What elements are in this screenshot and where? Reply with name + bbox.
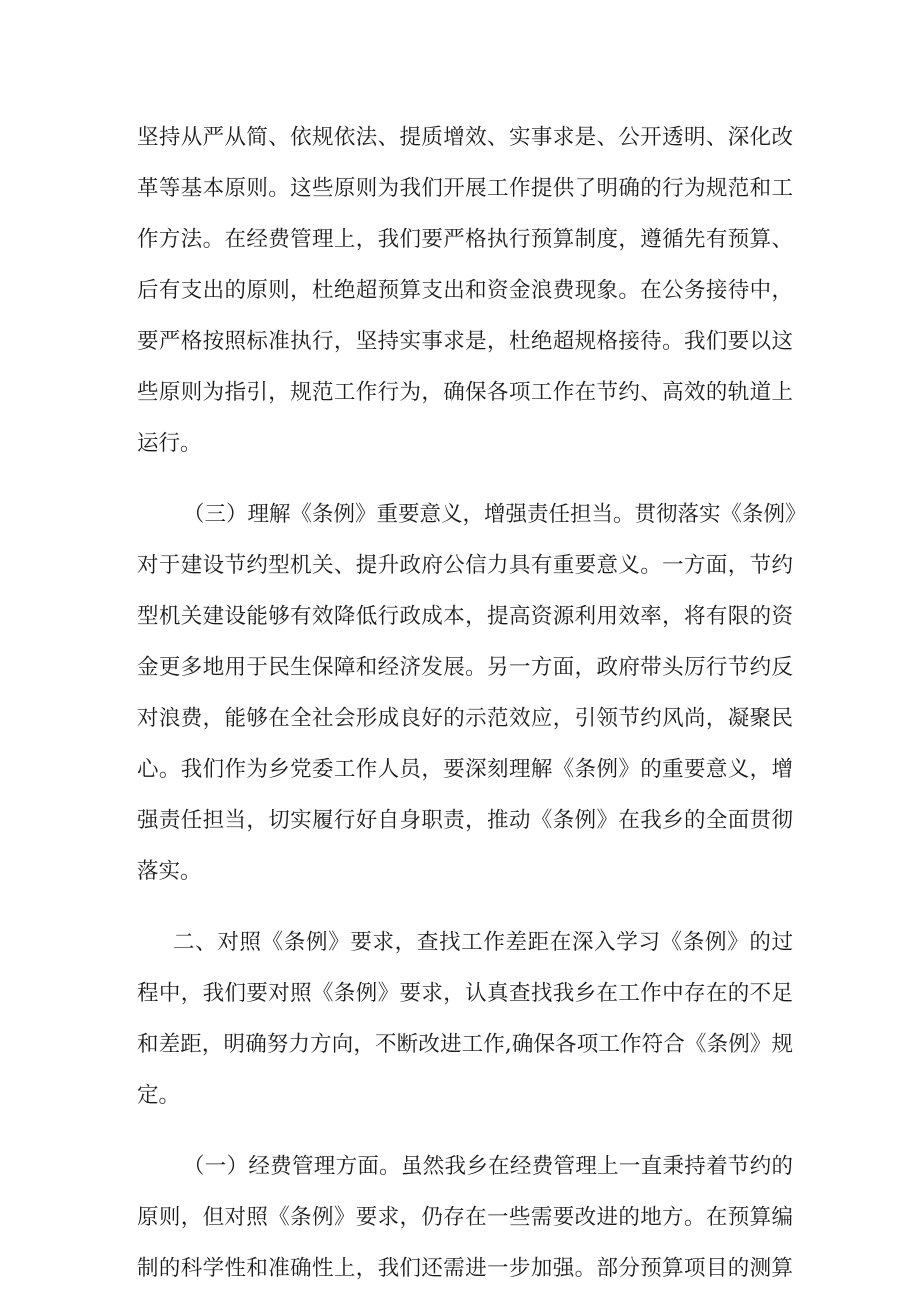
text-line: 对浪费，能够在全社会形成良好的示范效应，引领节约风尚，凝聚民 bbox=[137, 706, 793, 731]
paragraph-principles bbox=[137, 112, 793, 469]
text-line: 些原则为指引，规范工作行为，确保各项工作在节约、高效的轨道上 bbox=[137, 380, 793, 405]
text-line: 定。 bbox=[137, 1083, 181, 1108]
paragraph-section-two bbox=[137, 917, 793, 1121]
text-line: 金更多地用于民生保障和经济发展。另一方面，政府带头厉行节约反 bbox=[137, 655, 793, 680]
document-page bbox=[137, 112, 807, 1294]
text-line: （三）理解《条例》重要意义，增强责任担当。贯彻落实《条例》 bbox=[183, 502, 807, 527]
text-line: 原则，但对照《条例》要求，仍存在一些需要改进的地方。在预算编 bbox=[137, 1205, 793, 1230]
text-line: 强责任担当，切实履行好自身职责，推动《条例》在我乡的全面贯彻 bbox=[137, 808, 793, 833]
text-line: 对于建设节约型机关、提升政府公信力具有重要意义。一方面，节约 bbox=[137, 553, 793, 578]
text-line: 后有支出的原则，杜绝超预算支出和资金浪费现象。在公务接待中， bbox=[137, 278, 793, 303]
text-line: 心。我们作为乡党委工作人员，要深刻理解《条例》的重要意义，增 bbox=[137, 757, 793, 782]
text-line: 程中，我们要对照《条例》要求，认真查找我乡在工作中存在的不足 bbox=[137, 981, 793, 1006]
text-line: 要严格按照标准执行，坚持实事求是，杜绝超规格接待。我们要以这 bbox=[137, 329, 793, 354]
text-line: 落实。 bbox=[137, 859, 202, 884]
text-line: （一）经费管理方面。虽然我乡在经费管理上一直秉持着节约的 bbox=[183, 1154, 793, 1179]
text-line: 革等基本原则。这些原则为我们开展工作提供了明确的行为规范和工 bbox=[137, 176, 793, 201]
text-line: 型机关建设能够有效降低行政成本，提高资源利用效率，将有限的资 bbox=[137, 604, 793, 629]
text-line: 制的科学性和准确性上，我们还需进一步加强。部分预算项目的测算 bbox=[137, 1256, 793, 1281]
text-line: 和差距，明确努力方向，不断改进工作,确保各项工作符合《条例》规 bbox=[137, 1032, 793, 1057]
text-line: 作方法。在经费管理上，我们要严格执行预算制度，遵循先有预算、 bbox=[137, 227, 793, 252]
text-line: 坚持从严从简、依规依法、提质增效、实事求是、公开透明、深化改 bbox=[137, 125, 793, 150]
section-heading-line: 二、对照《条例》要求，查找工作差距在深入学习《条例》的过 bbox=[173, 930, 793, 955]
paragraph-funding bbox=[137, 1141, 793, 1294]
paragraph-significance bbox=[137, 489, 807, 897]
text-line: 运行。 bbox=[137, 431, 202, 456]
